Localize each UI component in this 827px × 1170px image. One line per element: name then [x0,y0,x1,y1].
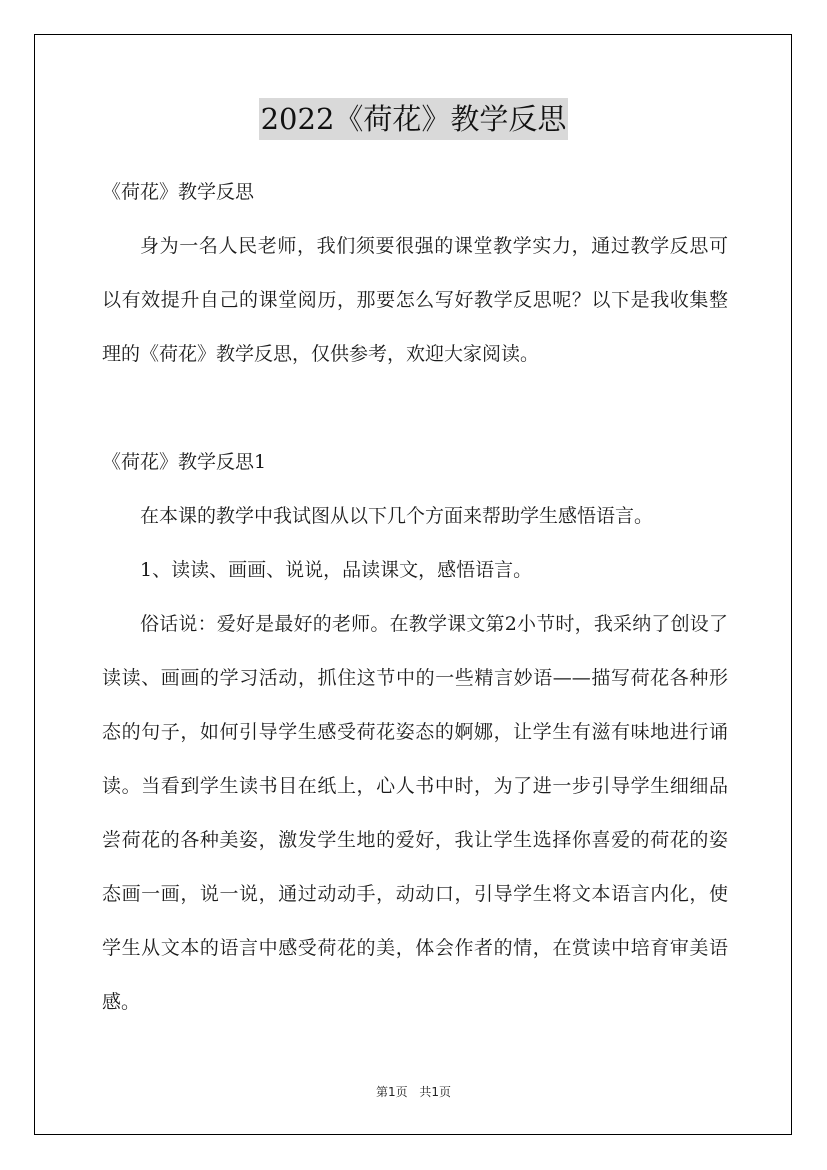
section-heading: 《荷花》教学反思1 [102,451,267,473]
body-paragraph: 俗话说：爱好是最好的老师。在教学课文第2小节时，我采纳了创设了读读、画画的学习活动，抓住这节中的一些精言妙语——描写荷花各种形态的句子，如何引导学生感受荷花姿态的婀娜，让学生有滋有味地进行诵读。当看到学生读书目在纸上，心人书中时，为了进一步引导学生细细品尝荷花的各种美姿，激发学生地的爱好，我让学生选择你喜爱的荷花的姿态画一画，说一说，通过动动手，动动口，引导学生将文本语言内化，使学生从文本的语言中感受荷花的美，体会作者的情，在赏读中培育审美语感。 [102,613,728,1013]
page-number-current: 第1页 [375,1085,408,1099]
document-body [102,165,728,1029]
body-paragraph: 在本课的教学中我试图从以下几个方面来帮助学生感悟语言。 [140,505,654,527]
page-number-total: 共1页 [419,1085,452,1099]
intro-paragraph: 身为一名人民老师，我们须要很强的课堂教学实力，通过教学反思可以有效提升自己的课堂阅历，那要怎么写好教学反思呢？以下是我收集整理的《荷花》教学反思，仅供参考，欢迎大家阅读。 [102,235,728,365]
body-paragraph: 1、读读、画画、说说，品读课文，感悟语言。 [140,559,533,581]
subtitle: 《荷花》教学反思 [102,181,255,203]
page-footer [0,1083,827,1100]
paragraph-spacer [102,381,728,435]
document-title-container [0,98,827,140]
document-title: 2022《荷花》教学反思 [259,98,569,140]
